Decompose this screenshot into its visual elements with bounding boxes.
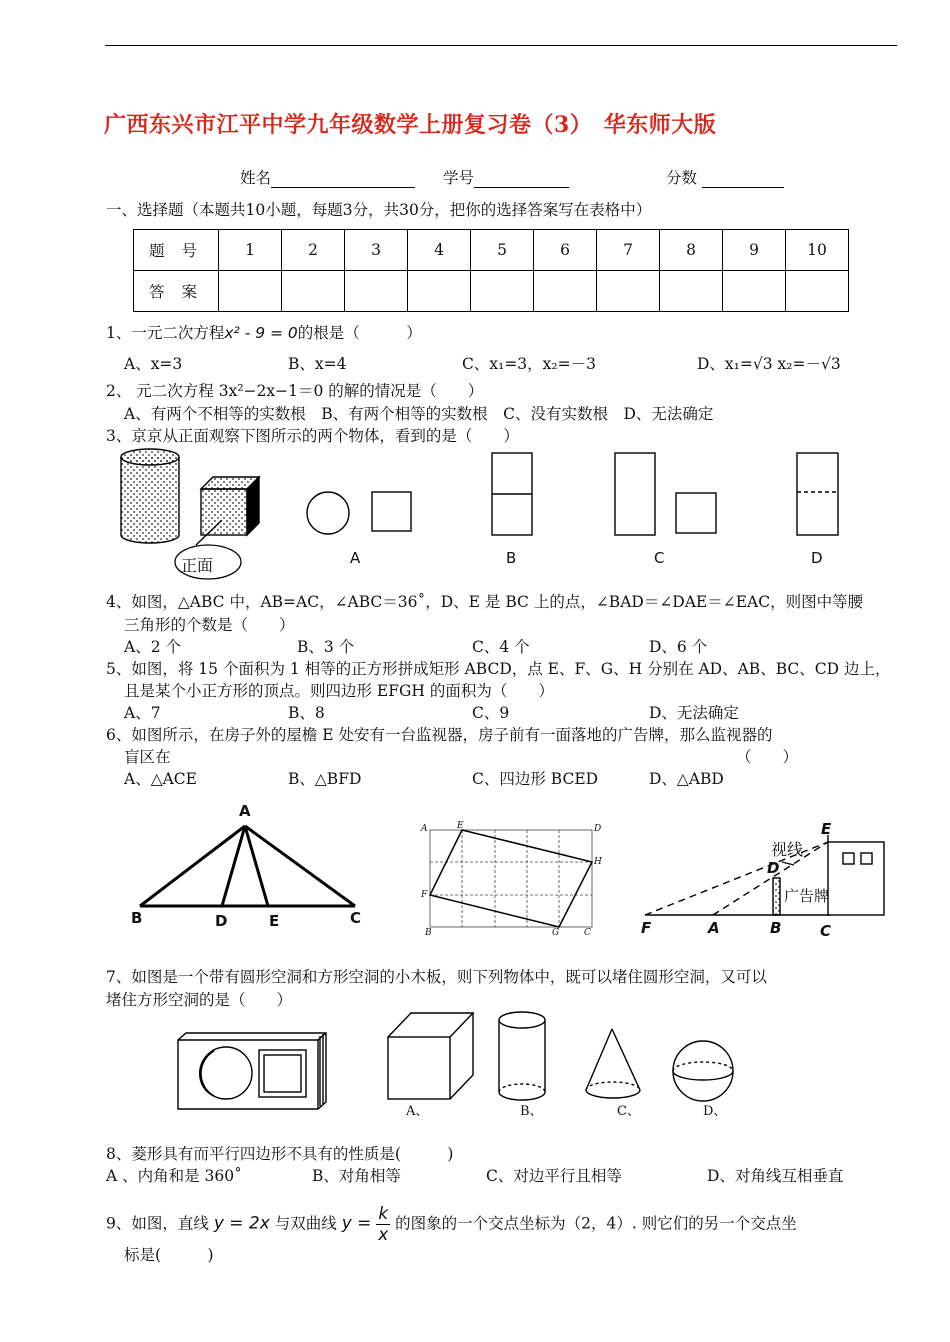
option-a-square bbox=[372, 492, 411, 531]
fig4-label-a: A bbox=[239, 802, 251, 820]
q6-option-c: C、四边形 BCED bbox=[472, 770, 599, 788]
question-4: 4、如图，△ABC 中，AB=AC，∠ABC＝36˚，D、E 是 BC 上的点，∠BAD＝∠DAE＝∠EAC，则图中等腰 bbox=[106, 593, 864, 611]
question-number: 10 bbox=[786, 230, 849, 271]
question-4-cont: 三角形的个数是（ ） bbox=[124, 616, 295, 634]
q5-option-c: C、9 bbox=[472, 704, 510, 722]
triangle-figure bbox=[140, 826, 355, 906]
question-number: 6 bbox=[534, 230, 597, 271]
fig5-label-f: F bbox=[421, 890, 428, 900]
fig5-label-b: B bbox=[425, 928, 432, 938]
q1-option-b: B、x=4 bbox=[288, 355, 347, 373]
q7-cylinder bbox=[499, 1012, 545, 1100]
question-number: 9 bbox=[723, 230, 786, 271]
q6-option-a: A、△ACE bbox=[124, 770, 197, 788]
fig6-label-c: C bbox=[820, 922, 832, 940]
q4-option-b: B、3 个 bbox=[297, 638, 355, 656]
question-number: 3 bbox=[345, 230, 408, 271]
cube-object bbox=[201, 477, 259, 535]
grid-figure bbox=[430, 830, 592, 927]
q2-options: A、有两个不相等的实数根 B、有两个相等的实数根 C、没有实数根 D、无法确定 bbox=[124, 405, 714, 423]
option-a-circle bbox=[307, 492, 349, 534]
q7-cone bbox=[586, 1029, 640, 1098]
q8-option-b: B、对角相等 bbox=[312, 1167, 401, 1185]
q7-cube bbox=[388, 1013, 473, 1099]
q7-sphere bbox=[673, 1041, 733, 1101]
option-b-figure bbox=[492, 453, 532, 535]
fig5-label-c: C bbox=[584, 928, 591, 938]
option-d-figure bbox=[797, 453, 838, 535]
fig-label-b: B bbox=[506, 549, 517, 567]
question-5: 5、如图，将 15 个面积为 1 相等的正方形拼成矩形 ABCD，点 E、F、G、H 分别在 AD、AB、BC、CD 边上， bbox=[106, 660, 891, 678]
fig6-label-a: A bbox=[708, 919, 720, 937]
question-9-cont: 标是( ) bbox=[124, 1246, 214, 1264]
page-title: 广西东兴市江平中学九年级数学上册复习卷（3） 华东师大版 bbox=[104, 112, 717, 138]
q1-option-a: A、x=3 bbox=[124, 355, 183, 373]
fig6-label-b: B bbox=[770, 919, 782, 937]
fig5-label-h: H bbox=[594, 857, 602, 867]
q6-answer-paren: （ ） bbox=[736, 748, 799, 766]
question-7-cont: 堵住方形空洞的是（ ） bbox=[106, 991, 293, 1009]
fig4-label-d: D bbox=[215, 912, 228, 930]
q8-option-c: C、对边平行且相等 bbox=[486, 1167, 622, 1185]
fig5-label-a: A bbox=[421, 824, 428, 834]
question-number: 7 bbox=[597, 230, 660, 271]
question-number: 4 bbox=[408, 230, 471, 271]
fig6-label-d: D bbox=[767, 859, 780, 877]
q4-option-d: D、6 个 bbox=[649, 638, 708, 656]
q5-option-b: B、8 bbox=[288, 704, 325, 722]
q5-option-a: A、7 bbox=[124, 704, 161, 722]
q7-label-a: A、 bbox=[406, 1104, 429, 1119]
fig-label-a: A bbox=[350, 549, 361, 567]
question-number: 1 bbox=[219, 230, 282, 271]
question-number: 5 bbox=[471, 230, 534, 271]
question-6: 6、如图所示，在房子外的屋檐 E 处安有一台监视器，房子前有一面落地的广告牌，那么监视器的 bbox=[106, 726, 773, 744]
question-number: 2 bbox=[282, 230, 345, 271]
fig5-label-g: G bbox=[552, 928, 560, 938]
q7-label-d: D、 bbox=[703, 1104, 727, 1119]
fig6-label-e: E bbox=[821, 820, 832, 838]
question-8: 8、菱形具有而平行四边形不具有的性质是( ) bbox=[106, 1145, 454, 1163]
q6-option-b: B、△BFD bbox=[288, 770, 362, 788]
question-6-cont: 盲区在 bbox=[124, 748, 171, 766]
question-number: 8 bbox=[660, 230, 723, 271]
question-1: 1、一元二次方程x² - 9 = 0的根是（ ） bbox=[106, 324, 422, 342]
fig6-label-sight: 视线 bbox=[771, 840, 804, 859]
q4-option-c: C、4 个 bbox=[472, 638, 530, 656]
fig6-label-f: F bbox=[641, 919, 652, 937]
q8-option-d: D、对角线互相垂直 bbox=[707, 1167, 844, 1185]
score-field: 分数 bbox=[666, 166, 784, 188]
house-figure bbox=[645, 835, 884, 915]
row-header: 答 案 bbox=[134, 271, 219, 312]
question-3: 3、京京从正面观察下图所示的两个物体，看到的是（ ） bbox=[106, 427, 519, 445]
fig6-label-sign: 广告牌 bbox=[784, 887, 830, 905]
fig-label-c: C bbox=[654, 549, 665, 567]
number-field: 学号 bbox=[443, 166, 569, 188]
question-5-cont: 且是某个小正方形的顶点。则四边形 EFGH 的面积为（ ） bbox=[124, 682, 554, 700]
front-label: 正面 bbox=[181, 556, 214, 575]
option-c-figure bbox=[615, 453, 716, 535]
cylinder-object bbox=[121, 449, 179, 543]
question-2: 2、 元二次方程 3x²−2x−1＝0 的解的情况是（ ） bbox=[106, 382, 484, 400]
fig-label-d: D bbox=[811, 549, 823, 567]
board-figure bbox=[178, 1033, 326, 1109]
q8-option-a: A 、内角和是 360˚ bbox=[106, 1167, 242, 1185]
question-9: 9、如图，直线 y = 2x 与双曲线 y = $\frac{k}{x}$ 的图象的一个交点坐标为（2，4）. 则它们的另一个交点坐 bbox=[106, 1204, 797, 1245]
q5-option-d: D、无法确定 bbox=[649, 704, 739, 722]
q6-option-d: D、△ABD bbox=[649, 770, 724, 788]
section-heading: 一、选择题（本题共10小题，每题3分，共30分，把你的选择答案写在表格中） bbox=[106, 201, 652, 219]
q4-option-a: A、2 个 bbox=[124, 638, 181, 656]
fig4-label-c: C bbox=[350, 909, 362, 927]
name-field: 姓名 bbox=[240, 166, 415, 188]
fig4-label-e: E bbox=[269, 912, 280, 930]
row-header: 题 号 bbox=[134, 230, 219, 271]
q7-label-c: C、 bbox=[617, 1104, 640, 1119]
fig4-label-b: B bbox=[131, 909, 143, 927]
fig5-label-d: D bbox=[594, 824, 602, 834]
fig5-label-e: E bbox=[457, 821, 464, 831]
q7-label-b: B、 bbox=[520, 1104, 543, 1119]
q1-option-d: D、x₁=√3 x₂=－√3 bbox=[697, 355, 841, 373]
q1-option-c: C、x₁=3，x₂=－3 bbox=[462, 355, 596, 373]
question-7: 7、如图是一个带有圆形空洞和方形空洞的小木板，则下列物体中，既可以堵住圆形空洞，又可以 bbox=[106, 968, 767, 986]
fraction: $\frac{k}{x}$ bbox=[378, 1204, 389, 1245]
